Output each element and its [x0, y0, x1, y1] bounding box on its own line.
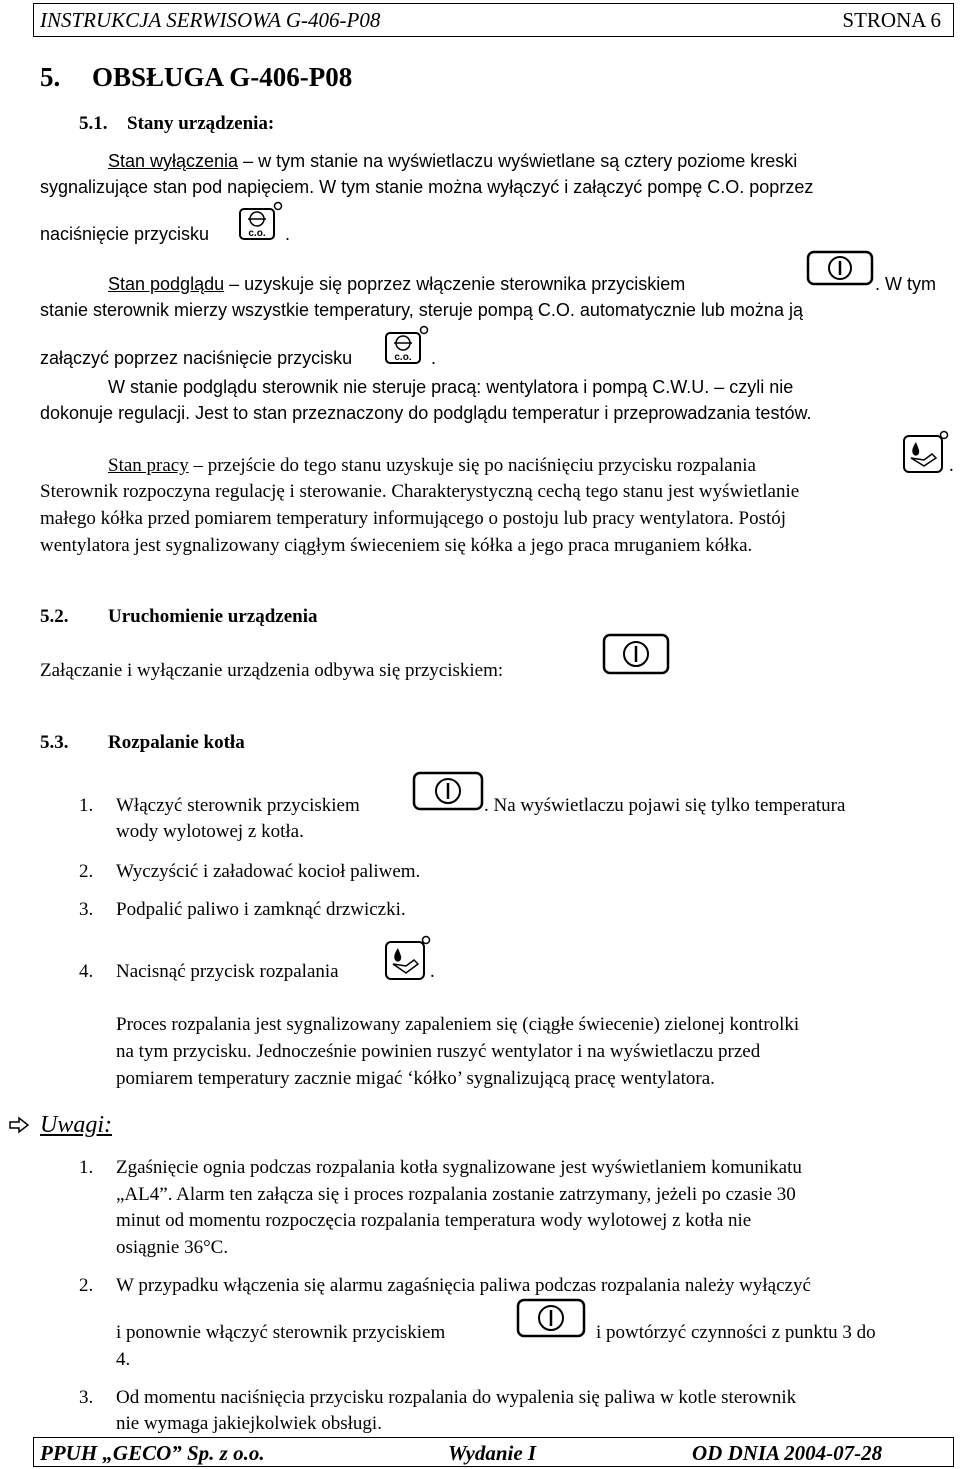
subsection-title-5-3: Rozpalanie kotła — [108, 732, 245, 753]
preview-state-term: Stan podglądu — [108, 274, 225, 294]
hollow-arrow-icon — [8, 1116, 30, 1139]
step-text-after: . — [430, 961, 435, 982]
power-button-icon — [806, 250, 874, 286]
page-header — [33, 3, 954, 37]
note-line: 4. — [116, 1349, 131, 1370]
subsection-title-5-1: Stany urządzenia: — [127, 113, 275, 134]
co-button-icon — [384, 325, 430, 365]
off-state-line-2: sygnalizujące stan pod napięciem. W tym stanie można wyłączyć i załączyć pompę C.O. poprzez — [40, 177, 814, 197]
power-button-icon — [412, 771, 484, 811]
note-line: „AL4”. Alarm ten załącza się i proces rozpalania zostanie zatrzymany, jeżeli po czasie 30 — [116, 1184, 796, 1205]
off-state-term: Stan wyłączenia — [108, 151, 239, 171]
preview-state-line-4: W stanie podglądu sterownik nie steruje pracą: wentylatora i pompą C.W.U. – czyli nie — [108, 377, 794, 397]
note-line: nie wymaga jakiejkolwiek obsługi. — [116, 1413, 382, 1434]
note-line: W przypadku włączenia się alarmu zagaśnięcia paliwa podczas rozpalania należy wyłączyć — [116, 1275, 811, 1296]
note-line: Zgaśnięcie ognia podczas rozpalania kotła sygnalizowane jest wyświetlaniem komunikatu — [116, 1157, 802, 1178]
preview-state-line-2: stanie sterownik mierzy wszystkie temperatury, steruje pompą C.O. automatycznie lub można ją — [40, 300, 803, 320]
ignition-button-icon — [902, 430, 950, 474]
power-button-icon — [516, 1298, 586, 1338]
work-state-line-4: wentylatora jest sygnalizowany ciągłym świeceniem się kółka a jego praca mruganiem kółka. — [40, 535, 753, 556]
subsection-title-5-2: Uruchomienie urządzenia — [108, 606, 318, 627]
page-number: STRONA 6 — [842, 8, 941, 32]
off-state-line-3 — [40, 224, 209, 245]
footer-edition: Wydanie I — [448, 1441, 537, 1465]
step-text: Nacisnąć przycisk rozpalania — [116, 961, 339, 982]
step-text-after: . Na wyświetlaczu pojawi się tylko temperatura — [484, 795, 846, 816]
work-state-text: – przejście do tego stanu uzyskuje się po naciśnięciu przycisku rozpalania — [188, 455, 756, 476]
step-number: 1. — [79, 795, 94, 816]
preview-state-line-1-end: . W tym — [875, 274, 936, 294]
note-line-end: i powtórzyć czynności z punktu 3 do — [596, 1322, 876, 1343]
preview-state-line-3: załączyć poprzez naciśnięcie przycisku — [40, 348, 353, 368]
note-line: i ponownie włączyć sterownik przyciskiem — [116, 1322, 446, 1343]
process-line-1: Proces rozpalania jest sygnalizowany zapaleniem się (ciągłe świecenie) zielonej kontrolki — [116, 1014, 800, 1035]
subsection-number-5-2: 5.2. — [40, 606, 69, 627]
step-text: Włączyć sterownik przyciskiem — [116, 795, 360, 816]
preview-state-text: – uzyskuje się poprzez włączenie sterownika przyciskiem — [224, 274, 686, 294]
power-on-text: Załączanie i wyłączanie urządzenia odbywa się przyciskiem: — [40, 660, 504, 681]
page-footer — [33, 1437, 954, 1467]
work-state-line-2: Sterownik rozpoczyna regulację i sterowanie. Charakterystyczną cechą tego stanu jest wyświetlanie — [40, 481, 800, 502]
section-title: OBSŁUGA G-406-P08 — [92, 62, 353, 92]
preview-state-line-1 — [108, 274, 685, 295]
document-title: INSTRUKCJA SERWISOWA G-406-P08 — [40, 8, 381, 32]
step-text-line-2: wody wylotowej z kotła. — [116, 821, 304, 842]
work-state-term: Stan pracy — [108, 455, 189, 476]
co-button-icon — [238, 201, 284, 241]
note-number: 3. — [79, 1387, 94, 1408]
preview-state-line-5: dokonuje regulacji. Jest to stan przeznaczony do podglądu temperatur i przeprowadzania testów. — [40, 403, 812, 423]
off-state-text: – w tym stanie na wyświetlaczu wyświetlane są cztery poziome kreski — [238, 151, 798, 171]
step-text: Wyczyścić i załadować kocioł paliwem. — [116, 861, 421, 882]
ignition-button-icon — [384, 935, 432, 981]
section-number: 5. — [40, 62, 61, 92]
step-number: 2. — [79, 861, 94, 882]
work-state-line-1 — [108, 455, 756, 477]
note-line: Od momentu naciśnięcia przycisku rozpalania do wypalenia się paliwa w kotle sterownik — [116, 1387, 797, 1408]
work-state-line-3: małego kółka przed pomiarem temperatury informującego o postoju lub pracy wentylatora. Postój — [40, 508, 787, 529]
note-number: 1. — [79, 1157, 94, 1178]
step-text: Podpalić paliwo i zamknąć drzwiczki. — [116, 899, 406, 920]
footer-date: OD DNIA 2004-07-28 — [692, 1441, 883, 1465]
notes-title: Uwagi: — [40, 1112, 112, 1138]
power-button-icon — [602, 633, 670, 675]
off-state-text-3: naciśnięcie przycisku — [40, 224, 210, 244]
subsection-number-5-3: 5.3. — [40, 732, 69, 753]
subsection-number-5-1: 5.1. — [79, 113, 108, 134]
step-number: 3. — [79, 899, 94, 920]
off-state-line-1 — [108, 151, 797, 172]
co-button-label: c.o. — [394, 352, 412, 363]
note-line: osiągnie 36°C. — [116, 1237, 229, 1258]
note-line: minut od momentu rozpoczęcia rozpalania temperatura wody wylotowej z kotła nie — [116, 1210, 752, 1231]
note-number: 2. — [79, 1275, 94, 1296]
process-line-3: pomiarem temperatury zacznie migać ‘kółko’ sygnalizującą pracę wentylatora. — [116, 1068, 715, 1089]
process-line-2: na tym przycisku. Jednocześnie powinien ruszyć wentylator i na wyświetlaczu przed — [116, 1041, 761, 1062]
footer-company: PPUH „GECO” Sp. z o.o. — [40, 1441, 265, 1465]
step-number: 4. — [79, 961, 94, 982]
co-button-label: c.o. — [248, 228, 266, 239]
